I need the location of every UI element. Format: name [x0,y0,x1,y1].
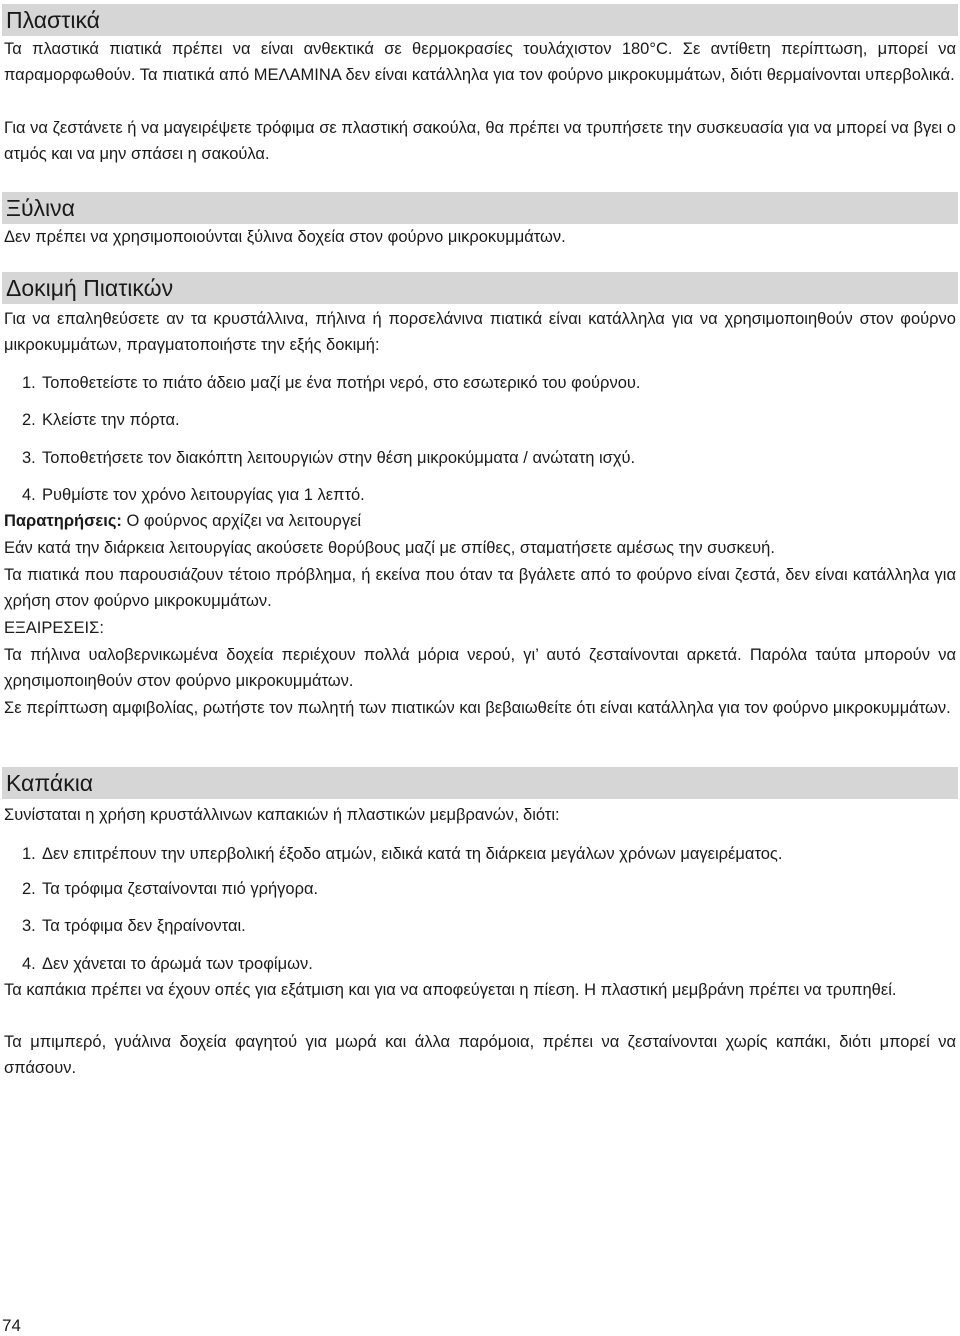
paragraph-glazed-pottery: Τα πήλινα υαλοβερνικωμένα δοχεία περιέχουν πολλά μόρια νερού, γι’ αυτό ζεσταίνονται αρκετά. Παρόλα ταύτα μπορούν να χρησιμοποιηθούν στον φούρνο μικροκυμμάτων. [4,646,956,690]
list-item-text: Τοποθετήσετε τον διακόπτη λειτουργιών στην θέση μικροκύμματα / ανώτατη ισχύ. [42,449,636,467]
section-heading-dish-test: Δοκιμή Πιατικών [2,272,958,304]
notes-label: Παρατηρήσεις: [4,512,122,530]
paragraph-test-intro: Για να επαληθεύσετε αν τα κρυστάλλινα, πήλινα ή πορσελάνινα πιατικά είναι κατάλληλα για να χρησιμοποιηθούν στον φούρνο μικροκυμμάτων, πραγματοποιήστε την εξής δοκιμή: [4,310,956,354]
list-item [22,447,952,469]
list-item-number: 1. [22,845,36,863]
paragraph-lid-holes: Τα καπάκια πρέπει να έχουν οπές για εξάτμιση και για να αποφεύγεται η πίεση. Η πλαστική μεμβράνη πρέπει να τρυπηθεί. [4,981,897,999]
list-item [22,878,952,900]
paragraph-sparks-warning: Εάν κατά την διάρκεια λειτουργίας ακούσετε θορύβους μαζί με σπίθες, σταματήσετε αμέσως την συσκευή. [4,539,775,557]
list-item [22,484,952,506]
list-item [22,372,952,394]
list-item-text: Ρυθμίστε τον χρόνο λειτουργίας για 1 λεπτό. [42,486,365,504]
paragraph-plastics-heat-resistance: Τα πλαστικά πιατικά πρέπει να είναι ανθεκτικά σε θερμοκρασίες τουλάχιστον 180°C. Σε αντίθετη περίπτωση, μπορεί να παραμορφωθούν. Τα πιατικά από ΜΕΛΑΜΙΝΑ δεν είναι κατάλληλα για τον φούρνο μικροκυμμάτων, διότι θερμαίνονται υπερβολικά. [4,40,956,84]
paragraph-plastic-bags: Για να ζεστάνετε ή να μαγειρέψετε τρόφιμα σε πλαστική σακούλα, θα πρέπει να τρυπήσετε την συσκευασία για να μπορεί να βγει ο ατμός και να μην σπάσει η σακούλα. [4,119,956,163]
section-heading-wooden: Ξύλινα [2,192,958,224]
notes-text: Ο φούρνος αρχίζει να λειτουργεί [121,512,362,530]
list-item-text: Τοποθετείστε το πιάτο άδειο μαζί με ένα ποτήρι νερό, στο εσωτερικό του φούρνου. [42,374,641,392]
paragraph-hot-dishes: Τα πιατικά που παρουσιάζουν τέτοιο πρόβλημα, ή εκείνα που όταν τα βγάλετε από το φούρνο είναι ζεστά, δεν είναι κατάλληλα για χρήση στον φούρνο μικροκυμμάτων. [4,566,956,610]
list-item [22,409,952,431]
list-item-number: 2. [22,411,36,429]
exceptions-label: ΕΞΑΙΡΕΣΕΙΣ: [4,619,104,637]
list-item-text: Τα τρόφιμα δεν ξηραίνονται. [42,917,246,935]
notes-line [4,508,956,534]
paragraph-baby-bottles: Τα μπιμπερό, γυάλινα δοχεία φαγητού για μωρά και άλλα παρόμοια, πρέπει να ζεσταίνονται χωρίς καπάκι, διότι μπορεί να σπάσουν. [4,1033,956,1077]
list-item-text: Κλείστε την πόρτα. [42,411,180,429]
section-heading-lids: Καπάκια [2,767,958,799]
page-number: 74 [2,1316,21,1335]
list-item-number: 3. [22,449,36,467]
list-item-text: Δεν χάνεται το άρωμά των τροφίμων. [42,955,313,973]
list-item-number: 4. [22,486,36,504]
section-heading-plastics: Πλαστικά [2,4,958,36]
list-item [22,953,952,975]
list-item-number: 2. [22,880,36,898]
paragraph-lids-intro: Συνίσταται η χρήση κρυστάλλινων καπακιών ή πλαστικών μεμβρανών, διότι: [4,806,560,824]
list-item-number: 4. [22,955,36,973]
list-item-number: 3. [22,917,36,935]
paragraph-doubt-ask-seller: Σε περίπτωση αμφιβολίας, ρωτήστε τον πωλητή των πιατικών και βεβαιωθείτε ότι είναι κατάλληλα για τον φούρνο μικροκυμμάτων. [4,699,951,717]
list-item [22,915,952,937]
list-item [22,843,952,865]
list-item-text: Τα τρόφιμα ζεσταίνονται πιό γρήγορα. [42,880,319,898]
paragraph-wooden: Δεν πρέπει να χρησιμοποιούνται ξύλινα δοχεία στον φούρνο μικροκυμμάτων. [4,228,566,246]
list-item-text: Δεν επιτρέπουν την υπερβολική έξοδο ατμών, ειδικά κατά τη διάρκεια μεγάλων χρόνων μαγειρέματος. [42,845,783,863]
list-item-number: 1. [22,374,36,392]
